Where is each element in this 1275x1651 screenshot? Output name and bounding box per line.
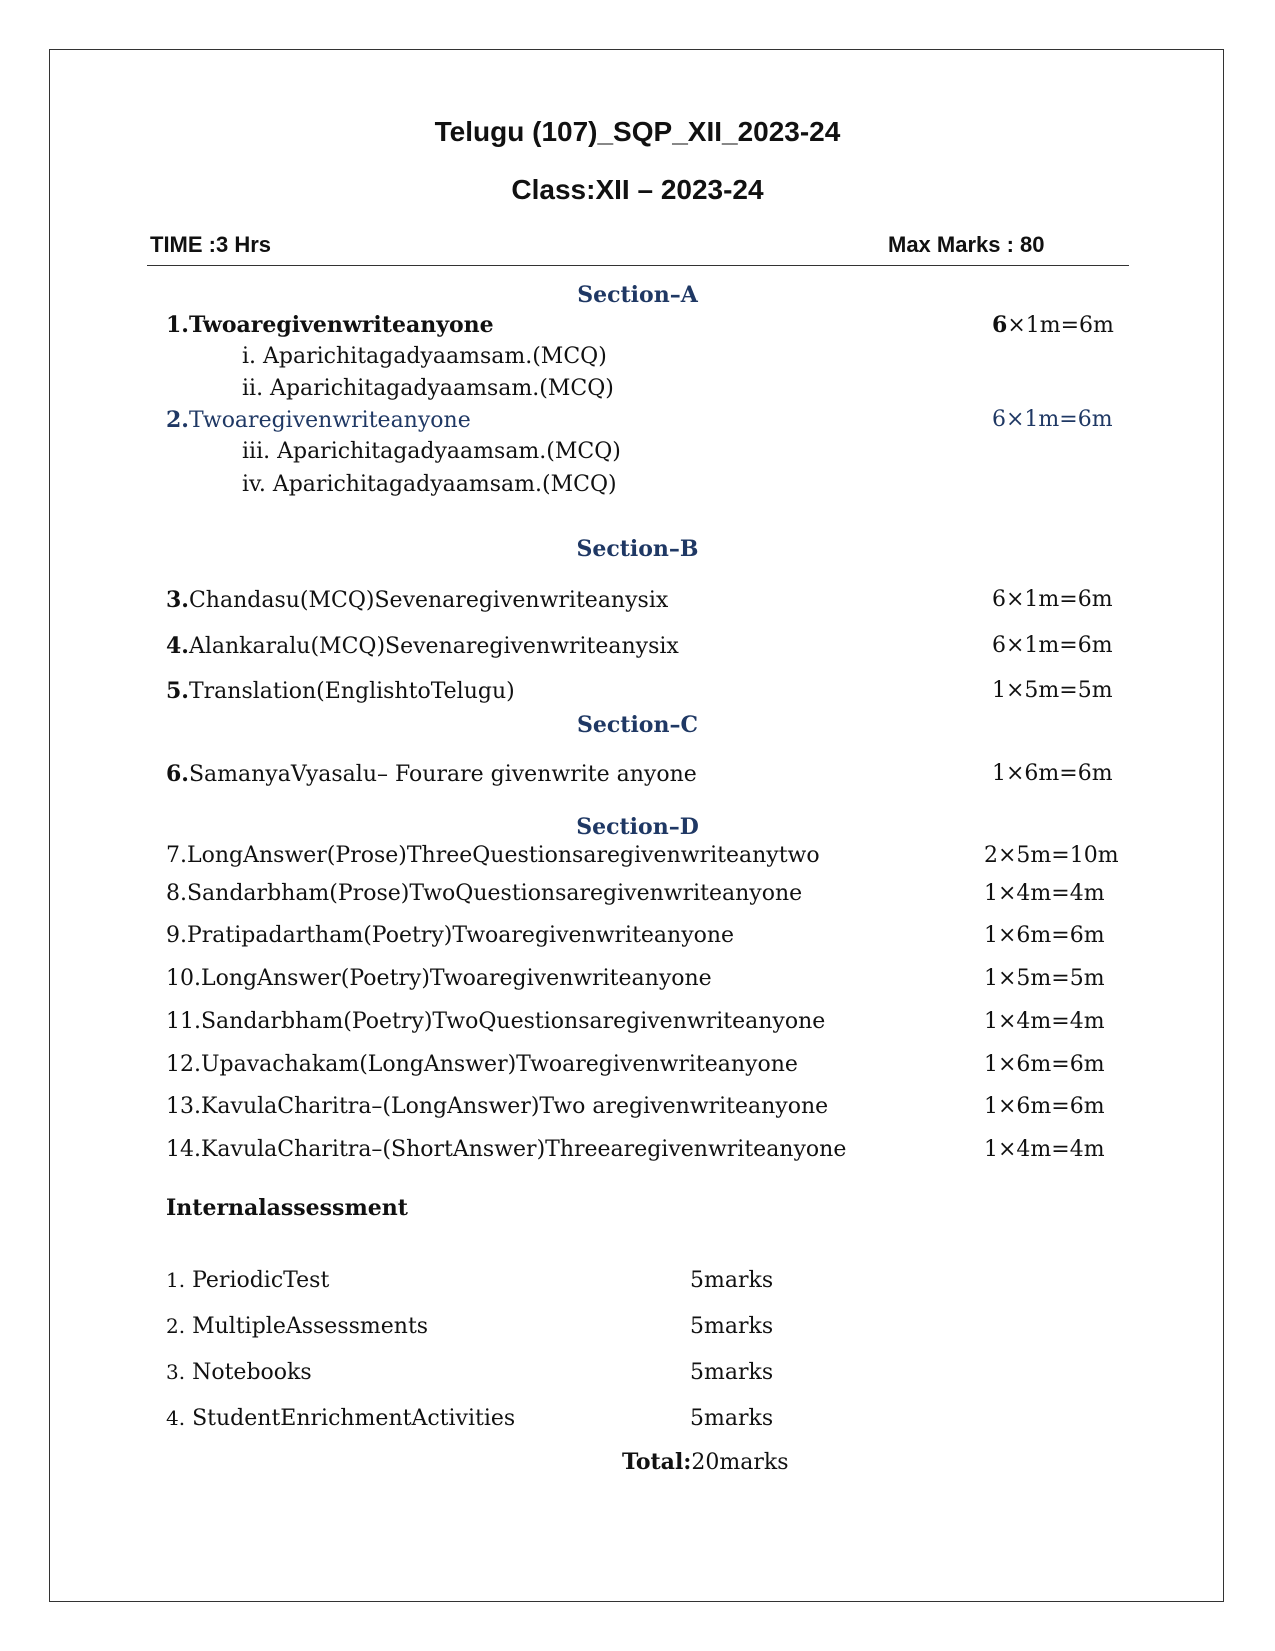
item-label: PeriodicTest (192, 1268, 330, 1293)
internal-total (622, 1449, 789, 1475)
question-number: 3. (166, 587, 189, 613)
internal-item-4-marks: 5marks (690, 1406, 774, 1431)
question-1 (166, 312, 494, 338)
item-number: 2. (166, 1314, 186, 1338)
question-text: Chandasu(MCQ)Sevenaregivenwriteanysix (188, 588, 669, 613)
question-number: 5. (166, 678, 189, 704)
subitem-ii: ii. Aparichitagadyaamsam.(MCQ) (242, 376, 614, 401)
question-7: 7.LongAnswer(Prose)ThreeQuestionsaregivenwriteanytwo (166, 843, 820, 868)
internal-item-3 (166, 1360, 312, 1385)
item-number: 1. (166, 1268, 186, 1292)
question-12: 12.Upavachakam(LongAnswer)Twoaregivenwriteanyone (166, 1052, 798, 1077)
internal-item-3-marks: 5marks (690, 1360, 774, 1385)
internal-item-2 (166, 1314, 428, 1339)
question-8-marks: 1×4m=4m (984, 881, 1105, 906)
question-6 (166, 761, 697, 787)
section-a-heading: Section–A (577, 282, 698, 308)
question-7-marks: 2×5m=10m (984, 843, 1119, 868)
question-3-marks: 6×1m=6m (992, 587, 1113, 612)
total-value: 20marks (691, 1450, 789, 1475)
question-number: 6. (166, 761, 189, 787)
question-10-marks: 1×5m=5m (984, 966, 1105, 991)
internal-item-1-marks: 5marks (690, 1268, 774, 1293)
question-6-marks: 1×6m=6m (992, 761, 1113, 786)
section-d-heading: Section–D (576, 814, 699, 840)
document-title: Telugu (107)_SQP_XII_2023-24 (434, 116, 841, 147)
item-number: 3. (166, 1360, 186, 1384)
max-marks-label: Max Marks : 80 (888, 232, 1045, 257)
item-label: StudentEnrichmentActivities (192, 1406, 516, 1431)
subitem-iii: iii. Aparichitagadyaamsam.(MCQ) (242, 439, 621, 464)
section-c-heading: Section–C (577, 712, 698, 738)
item-number: 4. (166, 1406, 186, 1430)
question-9-marks: 1×6m=6m (984, 923, 1105, 948)
marks-formula: ×1m=6m (1007, 313, 1114, 338)
question-number: 4. (166, 633, 189, 659)
question-4 (166, 633, 679, 659)
internal-item-2-marks: 5marks (690, 1314, 774, 1339)
marks-count: 6 (992, 312, 1008, 338)
question-8: 8.Sandarbham(Prose)TwoQuestionsaregivenwriteanyone (166, 881, 803, 906)
question-11-marks: 1×4m=4m (984, 1009, 1105, 1034)
class-subtitle: Class:XII – 2023-24 (511, 174, 764, 205)
question-text: Twoaregivenwriteanyone (188, 408, 471, 433)
question-13-marks: 1×6m=6m (984, 1094, 1105, 1119)
subitem-iv: iv. Aparichitagadyaamsam.(MCQ) (242, 472, 617, 497)
item-label: Notebooks (192, 1360, 312, 1385)
question-text: Twoaregivenwriteanyone (188, 312, 494, 338)
question-5-marks: 1×5m=5m (992, 678, 1113, 703)
internal-assessment-heading: Internalassessment (166, 1195, 408, 1221)
question-2 (166, 407, 471, 433)
header-divider (147, 265, 1129, 266)
question-3 (166, 587, 668, 613)
question-5 (166, 678, 515, 704)
question-10: 10.LongAnswer(Poetry)Twoaregivenwriteanyone (166, 966, 712, 991)
question-14: 14.KavulaCharitra–(ShortAnswer)Threearegivenwriteanyone (166, 1137, 847, 1162)
question-13: 13.KavulaCharitra–(LongAnswer)Two aregivenwriteanyone (166, 1094, 829, 1119)
question-number: 1. (166, 312, 189, 338)
question-text: Alankaralu(MCQ)Sevenaregivenwriteanysix (188, 634, 679, 659)
question-1-marks (992, 312, 1114, 338)
question-12-marks: 1×6m=6m (984, 1052, 1105, 1077)
question-4-marks: 6×1m=6m (992, 633, 1113, 658)
internal-item-4 (166, 1406, 515, 1431)
question-2-marks: 6×1m=6m (992, 407, 1113, 432)
question-text: Translation(EnglishtoTelugu) (188, 679, 515, 704)
section-b-heading: Section–B (576, 536, 699, 562)
internal-item-1 (166, 1268, 329, 1293)
subitem-i: i. Aparichitagadyaamsam.(MCQ) (242, 344, 607, 369)
question-number: 2. (166, 407, 189, 433)
total-label: Total: (622, 1449, 692, 1475)
question-text: SamanyaVyasalu– Fourare givenwrite anyone (188, 762, 697, 787)
question-14-marks: 1×4m=4m (984, 1137, 1105, 1162)
time-label: TIME :3 Hrs (150, 232, 272, 257)
item-label: MultipleAssessments (192, 1314, 429, 1339)
question-9: 9.Pratipadartham(Poetry)Twoaregivenwriteanyone (166, 923, 735, 948)
question-11: 11.Sandarbham(Poetry)TwoQuestionsaregivenwriteanyone (166, 1009, 826, 1034)
